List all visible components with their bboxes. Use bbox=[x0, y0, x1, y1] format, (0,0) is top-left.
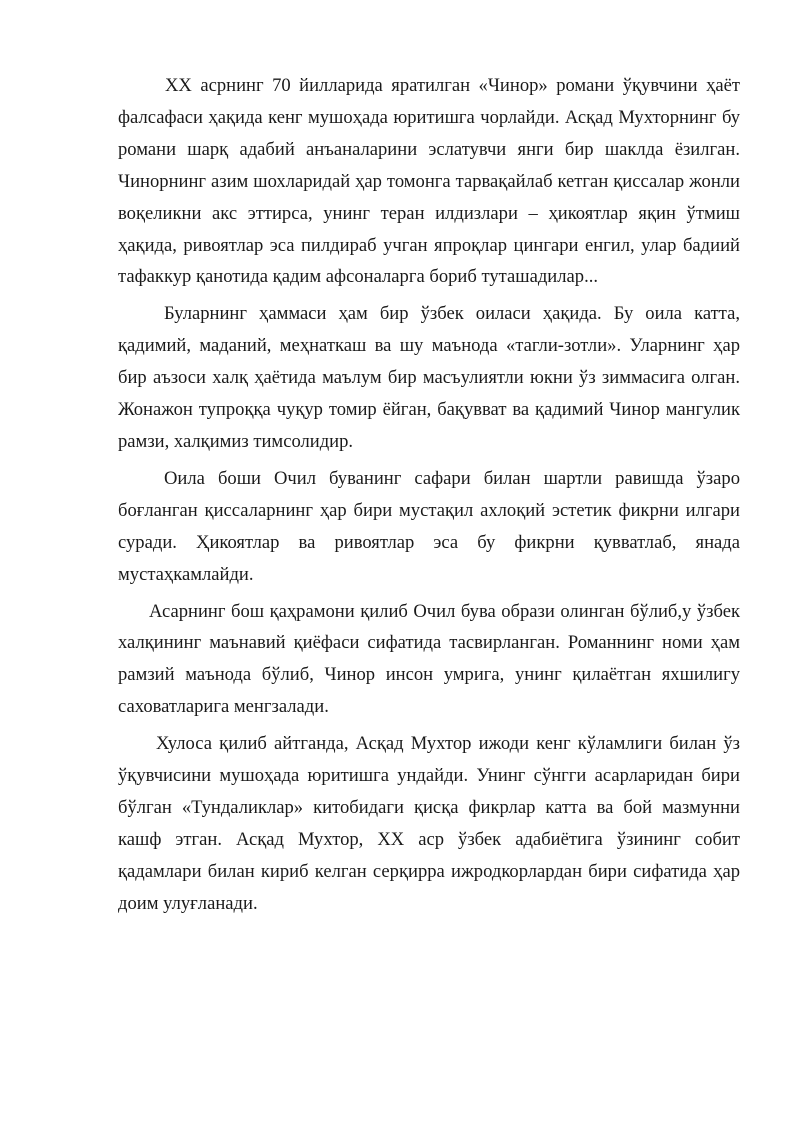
paragraph: Хулоса қилиб айтганда, Асқад Мухтор ижоди кенг кўламлиги билан ўз ўқувчисини мушоҳада юритишга ундайди. Унинг сўнгги асарларидан бири бўлган «Тундаликлар» китобидаги қисқа фикрлар катта ва бой мазмунни кашф этган. Асқад Мухтор, XX аср ўзбек адабиётига ўзининг собит қадамлари билан кириб келган серқирра ижродкорлардан бири сифатида ҳар доим улуғланади. bbox=[118, 733, 740, 914]
paragraph: XX асрнинг 70 йилларида яратилган «Чинор» романи ўқувчини ҳаёт фалсафаси ҳақида кенг мушоҳада юритишга чорлайди. Асқад Мухторнинг бу романи шарқ адабий анъаналарини эслатувчи янги бир шаклда ёзилган. Чинорнинг азим шохларидай ҳар томонга тарвақайлаб кетган қиссалар жонли воқеликни акс эттирса, унинг теран илдизлари – ҳикоятлар яқин ўтмиш ҳақида, ривоятлар эса пилдираб учган япроқлар цингари енгил, улар бадиий тафаккур қанотида қадим афсоналарга бориб туташадилар... bbox=[118, 75, 740, 288]
document-body bbox=[118, 70, 740, 925]
paragraph: Оила боши Очил буванинг сафари билан шартли равишда ўзаро боғланган қиссаларнинг ҳар бири мустақил ахлоқий эстетик фикрни илгари суради. Ҳикоятлар ва ривоятлар эса бу фикрни қувватлаб, янада мустаҳкамлайди. bbox=[118, 467, 740, 585]
paragraph: Асарнинг бош қаҳрамони қилиб Очил бува образи олинган бўлиб,у ўзбек халқининг маънавий қиёфаси сифатида тасвирланган. Романнинг номи ҳам рамзий маънода бўлиб, Чинор инсон умрига, унинг қилаётган яхшилигу саховатларига менгзалади. bbox=[118, 600, 740, 718]
paragraph: Буларнинг ҳаммаси ҳам бир ўзбек оиласи ҳақида. Бу оила катта, қадимий, маданий, меҳнаткаш ва шу маънода «тагли-зотли». Уларнинг ҳар бир аъзоси халқ ҳаётида маълум бир масъулиятли юкни ўз зиммасига олган. Жонажон тупроққа чуқур томир ёйган, бақувват ва қадимий Чинор мангулик рамзи, халқимиз тимсолидир. bbox=[118, 303, 740, 452]
